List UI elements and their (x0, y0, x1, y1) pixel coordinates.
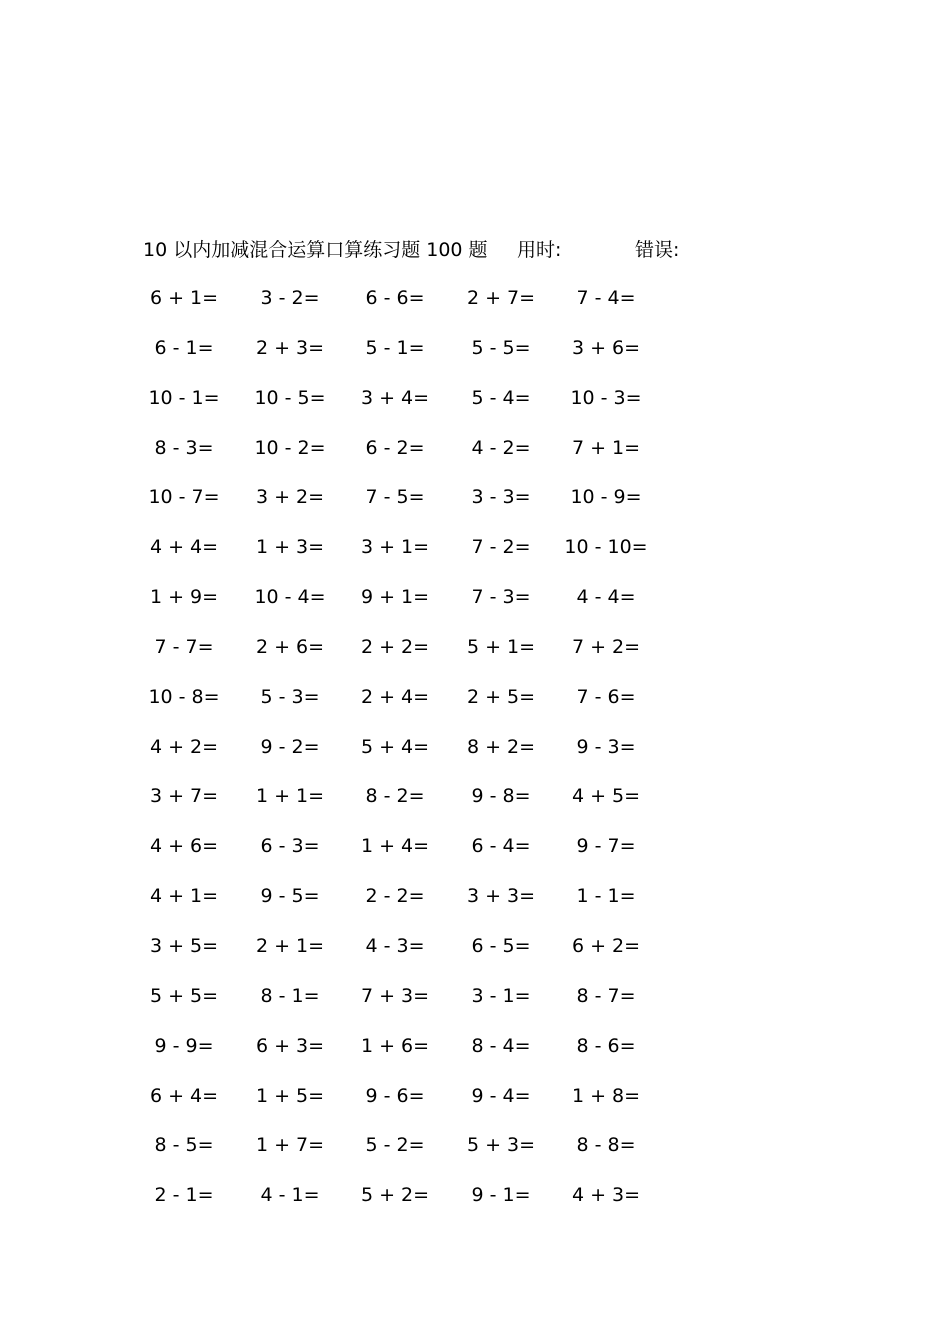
math-problem: 7 - 4= (576, 287, 636, 309)
math-problem: 3 - 1= (471, 984, 531, 1007)
problem-row (0, 282, 950, 332)
math-problem: 5 - 2= (365, 1134, 425, 1157)
math-problem: 5 + 4= (360, 735, 430, 758)
math-problem: 2 + 2= (360, 635, 430, 658)
problem-row (0, 830, 950, 880)
math-problem: 6 + 2= (571, 934, 641, 957)
math-problem: 4 - 3= (365, 934, 425, 957)
math-problem: 8 - 7= (576, 984, 636, 1007)
problem-row (0, 1179, 950, 1229)
math-problem: 10 - 10= (564, 536, 648, 559)
math-problem: 6 - 1= (154, 336, 214, 359)
math-problem: 2 + 4= (360, 685, 430, 708)
math-problem: 1 + 9= (149, 586, 219, 609)
math-problem: 8 - 6= (576, 1034, 636, 1057)
math-problem: 10 - 8= (148, 685, 220, 708)
math-problem: 4 + 3= (571, 1184, 641, 1207)
math-problem: 1 + 5= (255, 1084, 325, 1107)
math-problem: 4 + 1= (149, 885, 219, 908)
worksheet-title: 10 以内加减混合运算口算练习题 100 题 (143, 239, 488, 261)
math-problem: 4 + 2= (149, 735, 219, 758)
math-problem: 8 - 5= (154, 1134, 214, 1157)
math-problem: 5 + 3= (466, 1134, 536, 1157)
math-problem: 10 - 2= (254, 436, 326, 459)
math-problem: 9 - 5= (260, 885, 320, 908)
math-problem: 9 - 7= (576, 835, 636, 858)
math-problem: 2 + 5= (466, 685, 536, 708)
math-problem: 10 - 7= (148, 486, 220, 509)
math-problem: 7 + 1= (571, 436, 641, 459)
math-problem: 6 - 2= (365, 436, 425, 459)
problem-row (0, 731, 950, 781)
math-problem: 1 + 3= (255, 536, 325, 559)
math-problem: 4 + 4= (149, 536, 219, 559)
problem-row (0, 930, 950, 980)
math-problem: 5 + 5= (149, 984, 219, 1007)
math-problem: 8 + 2= (466, 735, 536, 758)
problem-row (0, 581, 950, 631)
time-used-label: 用时: (517, 239, 562, 261)
problem-row (0, 1129, 950, 1179)
math-problem: 9 - 6= (365, 1084, 425, 1107)
math-problem: 10 - 4= (254, 586, 326, 609)
math-problem: 6 - 5= (471, 934, 531, 957)
math-problem: 8 - 3= (154, 436, 214, 459)
worksheet-header (143, 236, 763, 264)
problem-row (0, 1080, 950, 1130)
math-problem: 2 + 1= (255, 934, 325, 957)
math-problem: 9 + 1= (360, 586, 430, 609)
math-problem: 5 - 4= (471, 386, 531, 409)
math-problem: 10 - 9= (570, 486, 642, 509)
math-problem: 2 + 7= (466, 287, 536, 309)
math-problem: 3 + 3= (466, 885, 536, 908)
math-problem: 6 - 6= (365, 287, 425, 309)
math-problem: 6 + 1= (149, 287, 219, 309)
problem-row (0, 681, 950, 731)
math-problem: 9 - 4= (471, 1084, 531, 1107)
math-problem: 3 + 6= (571, 336, 641, 359)
problem-row (0, 382, 950, 432)
math-problem: 2 - 1= (154, 1184, 214, 1207)
math-problem: 7 - 3= (471, 586, 531, 609)
problem-row (0, 980, 950, 1030)
math-problem: 3 + 7= (149, 785, 219, 808)
math-problem: 4 - 1= (260, 1184, 320, 1207)
math-problem: 4 - 4= (576, 586, 636, 609)
math-problem: 2 - 2= (365, 885, 425, 908)
math-problem: 8 - 1= (260, 984, 320, 1007)
math-problem: 10 - 1= (148, 386, 220, 409)
math-problem: 6 - 4= (471, 835, 531, 858)
math-problem: 5 + 1= (466, 635, 536, 658)
math-problem: 1 + 1= (255, 785, 325, 808)
math-problem: 2 + 3= (255, 336, 325, 359)
problem-grid (0, 282, 950, 1229)
math-problem: 1 + 4= (360, 835, 430, 858)
math-problem: 7 - 5= (365, 486, 425, 509)
math-problem: 3 + 1= (360, 536, 430, 559)
problem-row (0, 631, 950, 681)
math-problem: 9 - 8= (471, 785, 531, 808)
math-problem: 3 - 2= (260, 287, 320, 309)
math-problem: 7 - 6= (576, 685, 636, 708)
math-problem: 5 - 3= (260, 685, 320, 708)
math-problem: 5 - 1= (365, 336, 425, 359)
math-problem: 1 - 1= (576, 885, 636, 908)
math-problem: 6 + 4= (149, 1084, 219, 1107)
math-problem: 7 + 3= (360, 984, 430, 1007)
math-problem: 1 + 8= (571, 1084, 641, 1107)
math-problem: 4 - 2= (471, 436, 531, 459)
math-problem: 2 + 6= (255, 635, 325, 658)
math-problem: 5 - 5= (471, 336, 531, 359)
problem-row (0, 332, 950, 382)
math-problem: 3 + 5= (149, 934, 219, 957)
math-problem: 8 - 4= (471, 1034, 531, 1057)
math-problem: 3 - 3= (471, 486, 531, 509)
math-problem: 10 - 3= (570, 386, 642, 409)
problem-row (0, 1030, 950, 1080)
math-problem: 8 - 8= (576, 1134, 636, 1157)
math-problem: 1 + 7= (255, 1134, 325, 1157)
math-problem: 8 - 2= (365, 785, 425, 808)
math-problem: 3 + 2= (255, 486, 325, 509)
problem-row (0, 780, 950, 830)
problem-row (0, 432, 950, 482)
math-problem: 7 - 2= (471, 536, 531, 559)
problem-row (0, 481, 950, 531)
math-problem: 4 + 6= (149, 835, 219, 858)
math-problem: 9 - 2= (260, 735, 320, 758)
math-problem: 6 + 3= (255, 1034, 325, 1057)
math-problem: 5 + 2= (360, 1184, 430, 1207)
math-problem: 9 - 9= (154, 1034, 214, 1057)
math-problem: 4 + 5= (571, 785, 641, 808)
math-problem: 9 - 3= (576, 735, 636, 758)
math-problem: 6 - 3= (260, 835, 320, 858)
math-problem: 7 - 7= (154, 635, 214, 658)
math-problem: 10 - 5= (254, 386, 326, 409)
problem-row (0, 880, 950, 930)
problem-row (0, 531, 950, 581)
errors-label: 错误: (635, 239, 680, 261)
math-problem: 3 + 4= (360, 386, 430, 409)
math-problem: 1 + 6= (360, 1034, 430, 1057)
math-problem: 7 + 2= (571, 635, 641, 658)
math-problem: 9 - 1= (471, 1184, 531, 1207)
